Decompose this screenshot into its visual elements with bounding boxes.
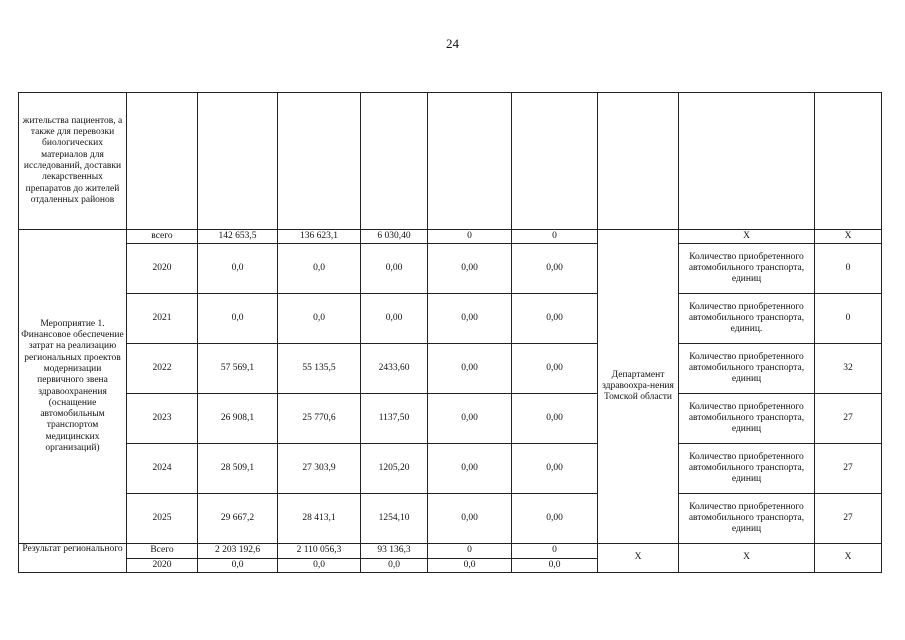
total-cell: 26 908,1 [198,394,278,444]
continuation-description: жительства пациентов, а также для перевозки биологических материалов для исследований, доставки лекарственных препаратов до жителей отдаленных районов [19,93,127,230]
other-cell: 0,00 [512,444,598,494]
other-cell: 0,00 [512,344,598,394]
year-cell: Всего [127,544,198,559]
value-cell: X [815,230,882,244]
year-cell: 2025 [127,494,198,544]
other-cell: 0 [512,544,598,559]
other-cell: 0,00 [512,494,598,544]
result-name: Результат регионального [19,544,127,573]
regional-cell: 0,00 [361,244,428,294]
indicator-cell: Количество приобретенного автомобильного транспорта, единиц [679,444,815,494]
measure-name: Мероприятие 1. Финансовое обеспечение затрат на реализацию региональных проектов модернизации первичного звена здравоохранения (оснащение автомобильным транспортом медицинских организаций) [19,230,127,544]
measure-executor: Департамент здравоохра-нения Томской области [598,230,679,544]
regional-cell: 1137,50 [361,394,428,444]
federal-cell: 28 413,1 [278,494,361,544]
regional-cell: 1205,20 [361,444,428,494]
local-cell: 0,00 [428,244,512,294]
year-cell: 2020 [127,559,198,573]
total-cell: 0,0 [198,559,278,573]
indicator-cell: Количество приобретенного автомобильного транспорта, единиц [679,494,815,544]
year-cell: 2020 [127,244,198,294]
indicator-cell: Количество приобретенного автомобильного транспорта, единиц [679,394,815,444]
table-row [19,230,882,244]
local-cell: 0,00 [428,344,512,394]
regional-cell: 0,0 [361,559,428,573]
year-cell: всего [127,230,198,244]
result-executor: X [598,544,679,573]
total-cell: 2 203 192,6 [198,544,278,559]
year-cell: 2024 [127,444,198,494]
table-row [19,344,882,394]
indicator-cell: Количество приобретенного автомобильного транспорта, единиц [679,344,815,394]
table-row [19,444,882,494]
table-row [19,494,882,544]
total-cell: 29 667,2 [198,494,278,544]
federal-cell: 55 135,5 [278,344,361,394]
federal-cell: 25 770,6 [278,394,361,444]
program-table [18,92,882,573]
table-row [19,544,882,559]
other-cell: 0,00 [512,244,598,294]
table-row [19,394,882,444]
regional-cell: 93 136,3 [361,544,428,559]
other-cell: 0 [512,230,598,244]
regional-cell: 1254,10 [361,494,428,544]
federal-cell: 0,0 [278,294,361,344]
federal-cell: 136 623,1 [278,230,361,244]
local-cell: 0,00 [428,444,512,494]
value-cell: 27 [815,494,882,544]
value-cell: 0 [815,244,882,294]
regional-cell: 2433,60 [361,344,428,394]
indicator-cell: X [679,230,815,244]
federal-cell: 2 110 056,3 [278,544,361,559]
federal-cell: 0,0 [278,244,361,294]
year-cell: 2021 [127,294,198,344]
local-cell: 0 [428,230,512,244]
total-cell: 0,0 [198,244,278,294]
regional-cell: 0,00 [361,294,428,344]
total-cell: 57 569,1 [198,344,278,394]
total-cell: 142 653,5 [198,230,278,244]
local-cell: 0 [428,544,512,559]
local-cell: 0,00 [428,494,512,544]
federal-cell: 0,0 [278,559,361,573]
value-cell: 0 [815,294,882,344]
federal-cell: 27 303,9 [278,444,361,494]
page-number: 24 [446,36,459,51]
result-indicator: X [679,544,815,573]
table-row [19,294,882,344]
value-cell: 32 [815,344,882,394]
total-cell: 28 509,1 [198,444,278,494]
year-cell: 2022 [127,344,198,394]
continuation-row [19,93,882,230]
indicator-cell: Количество приобретенного автомобильного транспорта, единиц. [679,294,815,344]
year-cell: 2023 [127,394,198,444]
indicator-cell: Количество приобретенного автомобильного транспорта, единиц [679,244,815,294]
table-row [19,244,882,294]
value-cell: 27 [815,394,882,444]
total-cell: 0,0 [198,294,278,344]
regional-cell: 6 030,40 [361,230,428,244]
other-cell: 0,00 [512,294,598,344]
local-cell: 0,00 [428,394,512,444]
other-cell: 0,00 [512,394,598,444]
local-cell: 0,0 [428,559,512,573]
value-cell: 27 [815,444,882,494]
local-cell: 0,00 [428,294,512,344]
other-cell: 0,0 [512,559,598,573]
result-value: X [815,544,882,573]
